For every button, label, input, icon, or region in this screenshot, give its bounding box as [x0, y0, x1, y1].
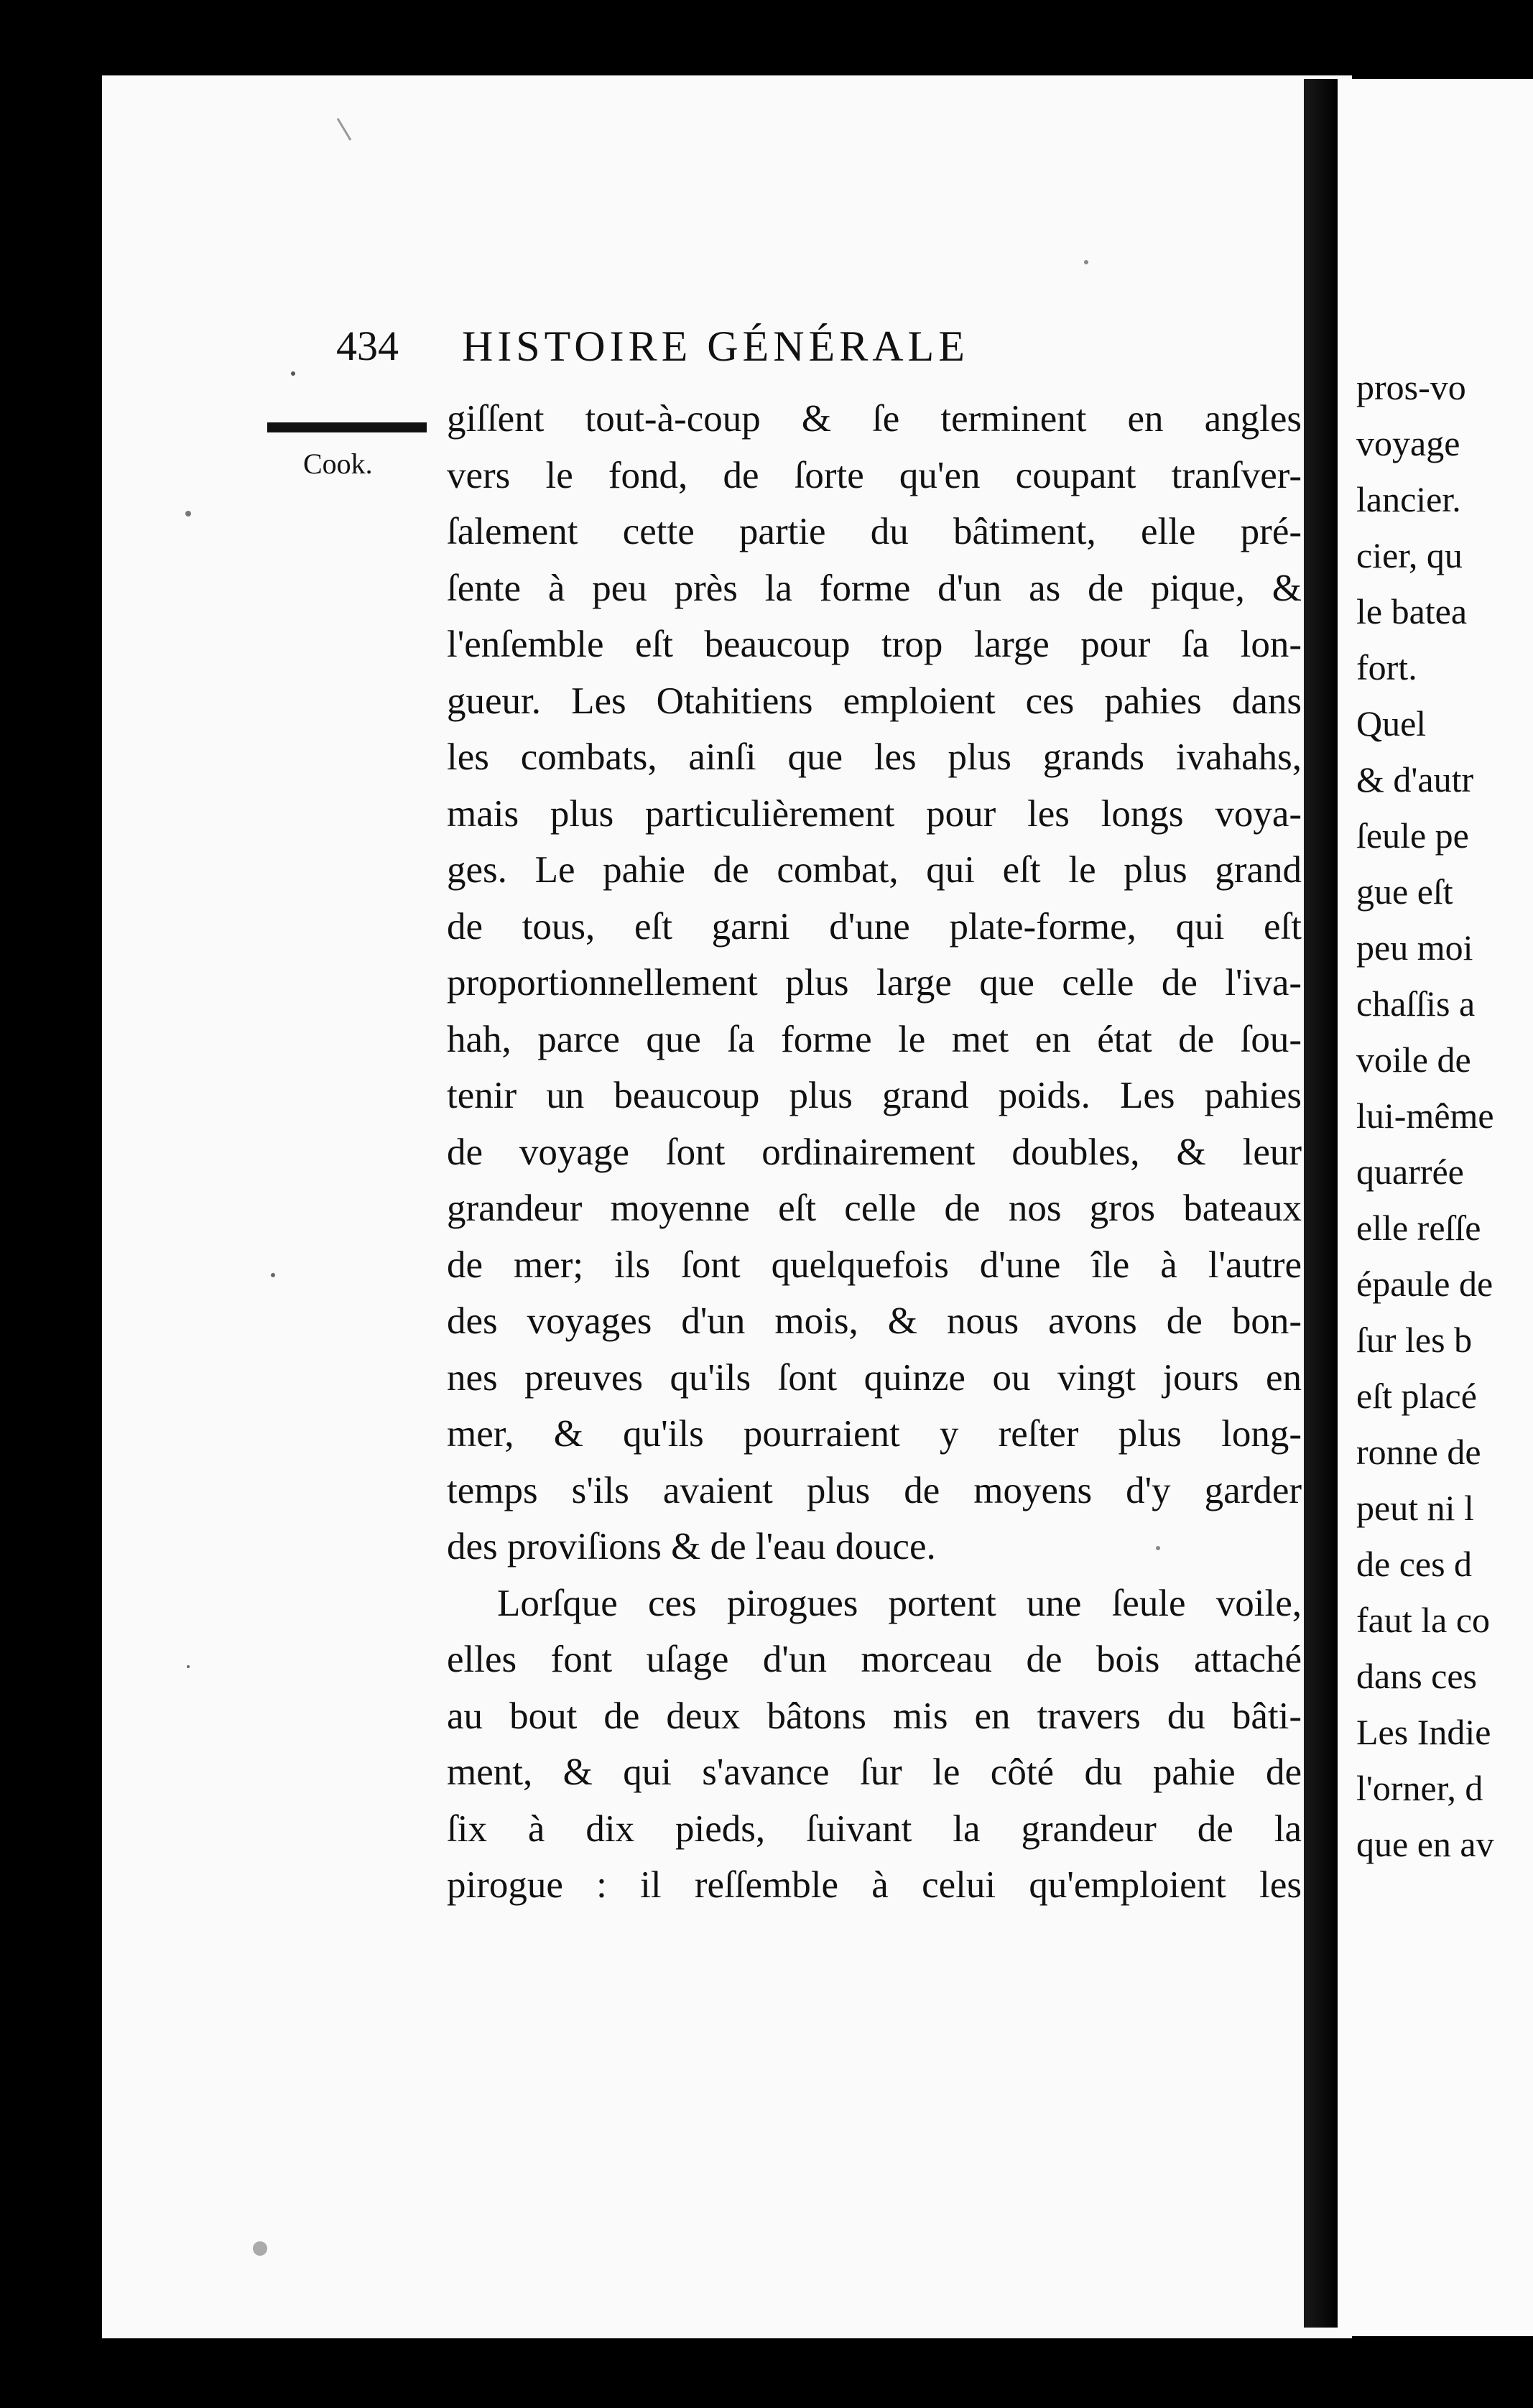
facing-line: que en av	[1356, 1824, 1494, 1864]
body-text	[447, 391, 1302, 1914]
text-line: ſix à dix pieds, ſuivant la grandeur de la	[447, 1807, 1302, 1850]
page-title: HISTOIRE GÉNÉRALE	[462, 323, 969, 370]
text-line: hah, parce que ſa forme le met en état de ſou-	[447, 1018, 1302, 1060]
facing-line: fort.	[1356, 647, 1417, 687]
facing-line: Les Indie	[1356, 1712, 1491, 1752]
text-line: nes preuves qu'ils ſont quinze ou vingt jours en	[447, 1356, 1302, 1399]
book-gutter	[1304, 79, 1338, 2328]
text-line: ges. Le pahie de combat, qui eſt le plus grand	[447, 849, 1302, 891]
paragraph-start-line: Lorſque ces pirogues portent une ſeule voile,	[497, 1582, 1302, 1624]
facing-line: peu moi	[1356, 927, 1473, 968]
text-line: giſſent tout-à-coup & ſe terminent en angles	[447, 398, 1302, 440]
text-line: pirogue : il reſſemble à celui qu'emploient les	[447, 1864, 1302, 1906]
facing-line: le batea	[1356, 591, 1468, 631]
facing-line: ronne de	[1356, 1432, 1481, 1472]
text-line: l'enſemble eſt beaucoup trop large pour ſa lon-	[447, 624, 1302, 665]
margin-note: Cook.	[303, 448, 373, 480]
text-line: de mer; ils ſont quelquefois d'une île à l'autre	[447, 1244, 1302, 1286]
text-line: ſente à peu près la forme d'un as de pique, &	[447, 567, 1302, 609]
facing-line: l'orner, d	[1356, 1768, 1483, 1808]
facing-line: eſt placé	[1356, 1376, 1477, 1416]
facing-line: voile de	[1356, 1039, 1471, 1080]
facing-line: ſur les b	[1356, 1320, 1473, 1360]
facing-line: & d'autr	[1356, 759, 1474, 800]
page-number: 434	[336, 323, 399, 369]
text-line: elles font uſage d'un morceau de bois attaché	[447, 1639, 1302, 1680]
text-line: des proviſions & de l'eau douce.	[447, 1526, 936, 1567]
facing-line: lui-même	[1356, 1096, 1494, 1136]
facing-line: gue eſt	[1356, 871, 1453, 912]
facing-line: cier, qu	[1356, 535, 1463, 575]
facing-line: quarrée	[1356, 1152, 1464, 1192]
text-line: mer, & qu'ils pourraient y reſter plus long-	[447, 1413, 1302, 1455]
text-line: de voyage ſont ordinairement doubles, & leur	[447, 1131, 1302, 1173]
facing-line: elle reſſe	[1356, 1208, 1481, 1248]
facing-line: faut la co	[1356, 1600, 1491, 1640]
text-line: de tous, eſt garni d'une plate-forme, qui eſt	[447, 905, 1302, 948]
text-line: mais plus particulièrement pour les longs voya-	[447, 792, 1302, 835]
text-line: tenir un beaucoup plus grand poids. Les pahies	[447, 1075, 1302, 1116]
facing-page-text	[1356, 359, 1533, 1872]
text-line: gueur. Les Otahitiens emploient ces pahies dans	[447, 680, 1302, 722]
text-line: proportionnellement plus large que celle de l'iva-	[447, 962, 1302, 1004]
text-line: ſalement cette partie du bâtiment, elle pré-	[447, 511, 1302, 552]
facing-line: lancier.	[1356, 479, 1461, 519]
text-line: au bout de deux bâtons mis en travers du bâti-	[447, 1695, 1302, 1737]
facing-line: peut ni l	[1356, 1488, 1474, 1528]
running-head	[336, 322, 1378, 379]
facing-line: voyage	[1356, 423, 1460, 463]
text-line: les combats, ainſi que les plus grands ivahahs,	[447, 736, 1302, 778]
text-line: temps s'ils avaient plus de moyens d'y garder	[447, 1469, 1302, 1511]
facing-line: dans ces	[1356, 1656, 1477, 1696]
text-line: grandeur moyenne eſt celle de nos gros bateaux	[447, 1187, 1302, 1229]
facing-line: pros-vo	[1356, 367, 1466, 407]
facing-line: de ces d	[1356, 1544, 1473, 1584]
margin-rule	[267, 422, 427, 432]
facing-line: ſeule pe	[1356, 815, 1469, 856]
text-line: vers le fond, de ſorte qu'en coupant tranſver-	[447, 454, 1302, 496]
facing-line: épaule de	[1356, 1264, 1493, 1304]
text-line: ment, & qui s'avance ſur le côté du pahie de	[447, 1751, 1302, 1793]
facing-line: Quel	[1356, 703, 1427, 744]
text-line: des voyages d'un mois, & nous avons de bon-	[447, 1300, 1302, 1342]
facing-line: chaſſis a	[1356, 983, 1476, 1024]
